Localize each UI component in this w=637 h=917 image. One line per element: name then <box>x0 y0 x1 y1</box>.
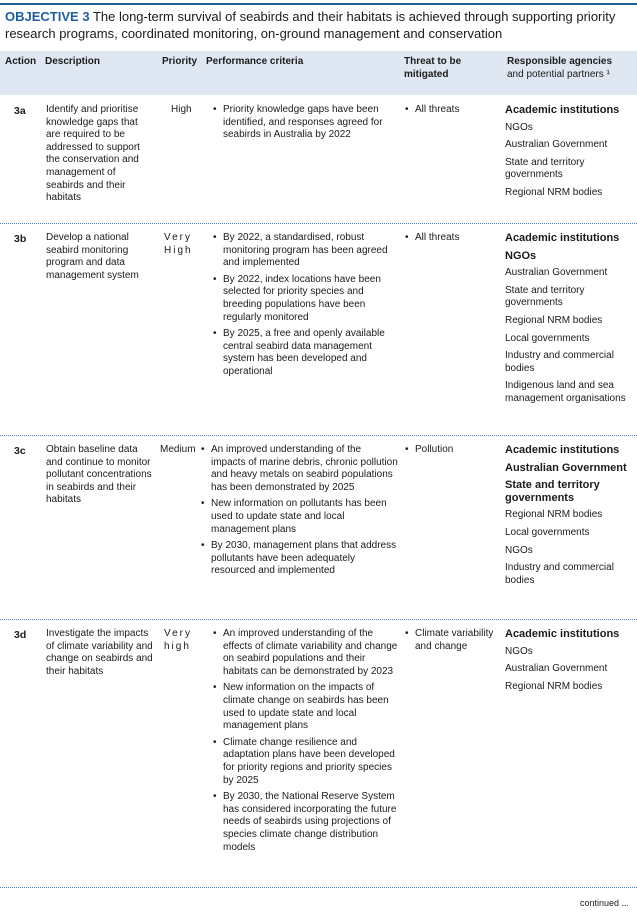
threat-item: • Pollution <box>404 444 496 457</box>
objective-text: The long-term survival of seabirds and their habitats is achieved through supporting priority research programs, coordinated monitoring, on-ground management and conservation <box>5 9 616 41</box>
header-agencies <box>507 55 635 81</box>
agency-item: Regional NRM bodies <box>505 680 603 692</box>
agency-item: State and territory governments <box>505 156 585 181</box>
agency-item: Regional NRM bodies <box>505 186 603 198</box>
agencies-list <box>505 232 633 411</box>
objective-label: OBJECTIVE <box>5 9 79 24</box>
action-id: 3d <box>14 629 27 641</box>
criteria-item: • Priority knowledge gaps have been identified, and responses agreed for seabirds in Australia by 2022 <box>212 104 398 142</box>
criteria-list <box>212 628 398 858</box>
agency-item: NGOs <box>505 645 533 657</box>
action-description: Investigate the impacts of climate variability and change on seabirds and their habitats <box>46 628 153 677</box>
header-description: Description <box>45 56 101 67</box>
objective-number: 3 <box>82 9 90 24</box>
agency-item: Industry and commercial bodies <box>505 350 614 374</box>
row-divider <box>0 619 637 620</box>
agency-item: Academic institutions <box>505 444 620 456</box>
agencies-list <box>505 104 633 205</box>
header-agencies-sub: and potential partners ¹ <box>507 69 610 80</box>
agency-item: Academic institutions <box>505 628 620 640</box>
objective-heading <box>5 8 633 42</box>
agency-item: Academic institutions <box>505 232 620 244</box>
criteria-item: • By 2025, a free and openly available central seabird data management system has been developed and operational <box>212 328 398 378</box>
agency-item: Australian Government <box>505 139 608 151</box>
agency-item: Australian Government <box>505 663 608 675</box>
agency-item: Local governments <box>505 332 590 344</box>
action-description: Develop a national seabird monitoring program and data management system <box>46 232 139 281</box>
action-id: 3a <box>14 105 26 117</box>
threat-item: • All threats <box>404 232 496 245</box>
header-threat: Threat to be mitigated <box>404 56 462 80</box>
row-divider <box>0 887 637 888</box>
criteria-item: • New information on the impacts of climate change on seabirds has been used to update state and local management plans <box>212 682 398 732</box>
agency-item: State and territory governments <box>505 284 585 309</box>
header-priority: Priority <box>162 56 198 67</box>
action-description: Identify and prioritise knowledge gaps that are required to be addressed to support the conservation and management of seabirds and their habitats <box>46 104 140 204</box>
action-description: Obtain baseline data and continue to monitor pollutant concentrations in seabirds and their habitats <box>46 444 152 506</box>
threat-item: • Climate variability and change <box>404 628 496 653</box>
criteria-item: • Climate change resilience and adaptation plans have been developed for priority regions and priority species by 2025 <box>212 737 398 787</box>
agency-item: NGOs <box>505 121 533 133</box>
criteria-item: • New information on pollutants has been used to update state and local management plans <box>200 498 398 536</box>
criteria-list <box>212 232 398 383</box>
criteria-item: • By 2030, the National Reserve System has considered incorporating the future needs of seabirds using projections of species climate change distribution models <box>212 791 398 854</box>
threat-item: • All threats <box>404 104 496 117</box>
agency-item: Local governments <box>505 526 590 538</box>
priority-value: Medium <box>160 444 196 455</box>
agency-item: NGOs <box>505 249 537 262</box>
agency-item: Indigenous land and sea management organisations <box>505 380 626 404</box>
criteria-item: • By 2030, management plans that address pollutants have been adequately resourced and implemented <box>200 540 398 578</box>
agency-item: State and territory governments <box>505 479 600 504</box>
agency-item: NGOs <box>505 544 533 556</box>
row-divider <box>0 435 637 436</box>
agency-item: Regional NRM bodies <box>505 314 603 326</box>
criteria-item: • An improved understanding of the impacts of marine debris, chronic pollution and heavy metals on seabird populations has been demonstrated by 2025 <box>200 444 398 494</box>
top-rule <box>0 3 637 5</box>
criteria-item: • By 2022, a standardised, robust monitoring program has been agreed and implemented <box>212 232 398 270</box>
threat-list <box>404 232 496 249</box>
agencies-list <box>505 628 633 698</box>
agency-item: Australian Government <box>505 267 608 279</box>
priority-value: Very high <box>164 628 193 652</box>
header-action: Action <box>5 56 37 67</box>
agencies-list <box>505 444 633 592</box>
priority-value: Very High <box>164 232 193 256</box>
action-id: 3b <box>14 233 27 245</box>
criteria-item: • By 2022, index locations have been selected for priority species and breeding populations have been regularly monitored <box>212 274 398 324</box>
criteria-list <box>200 444 398 582</box>
agency-item: Academic institutions <box>505 104 620 116</box>
criteria-list <box>212 104 398 146</box>
threat-list <box>404 104 496 121</box>
header-agencies-title: Responsible agencies <box>507 56 613 67</box>
threat-list <box>404 444 496 461</box>
threat-list <box>404 628 496 657</box>
agency-item: Australian Government <box>505 461 627 474</box>
agency-item: Industry and commercial bodies <box>505 562 614 586</box>
table-header <box>0 51 637 95</box>
agency-item: Regional NRM bodies <box>505 509 603 521</box>
action-id: 3c <box>14 445 26 457</box>
header-performance: Performance criteria <box>206 56 304 67</box>
priority-value: High <box>171 104 192 115</box>
continued-note: continued ... <box>579 898 629 908</box>
row-divider <box>0 223 637 224</box>
criteria-item: • An improved understanding of the effects of climate variability and change on seabird populations and their habitats can be demonstrated by 2023 <box>212 628 398 678</box>
